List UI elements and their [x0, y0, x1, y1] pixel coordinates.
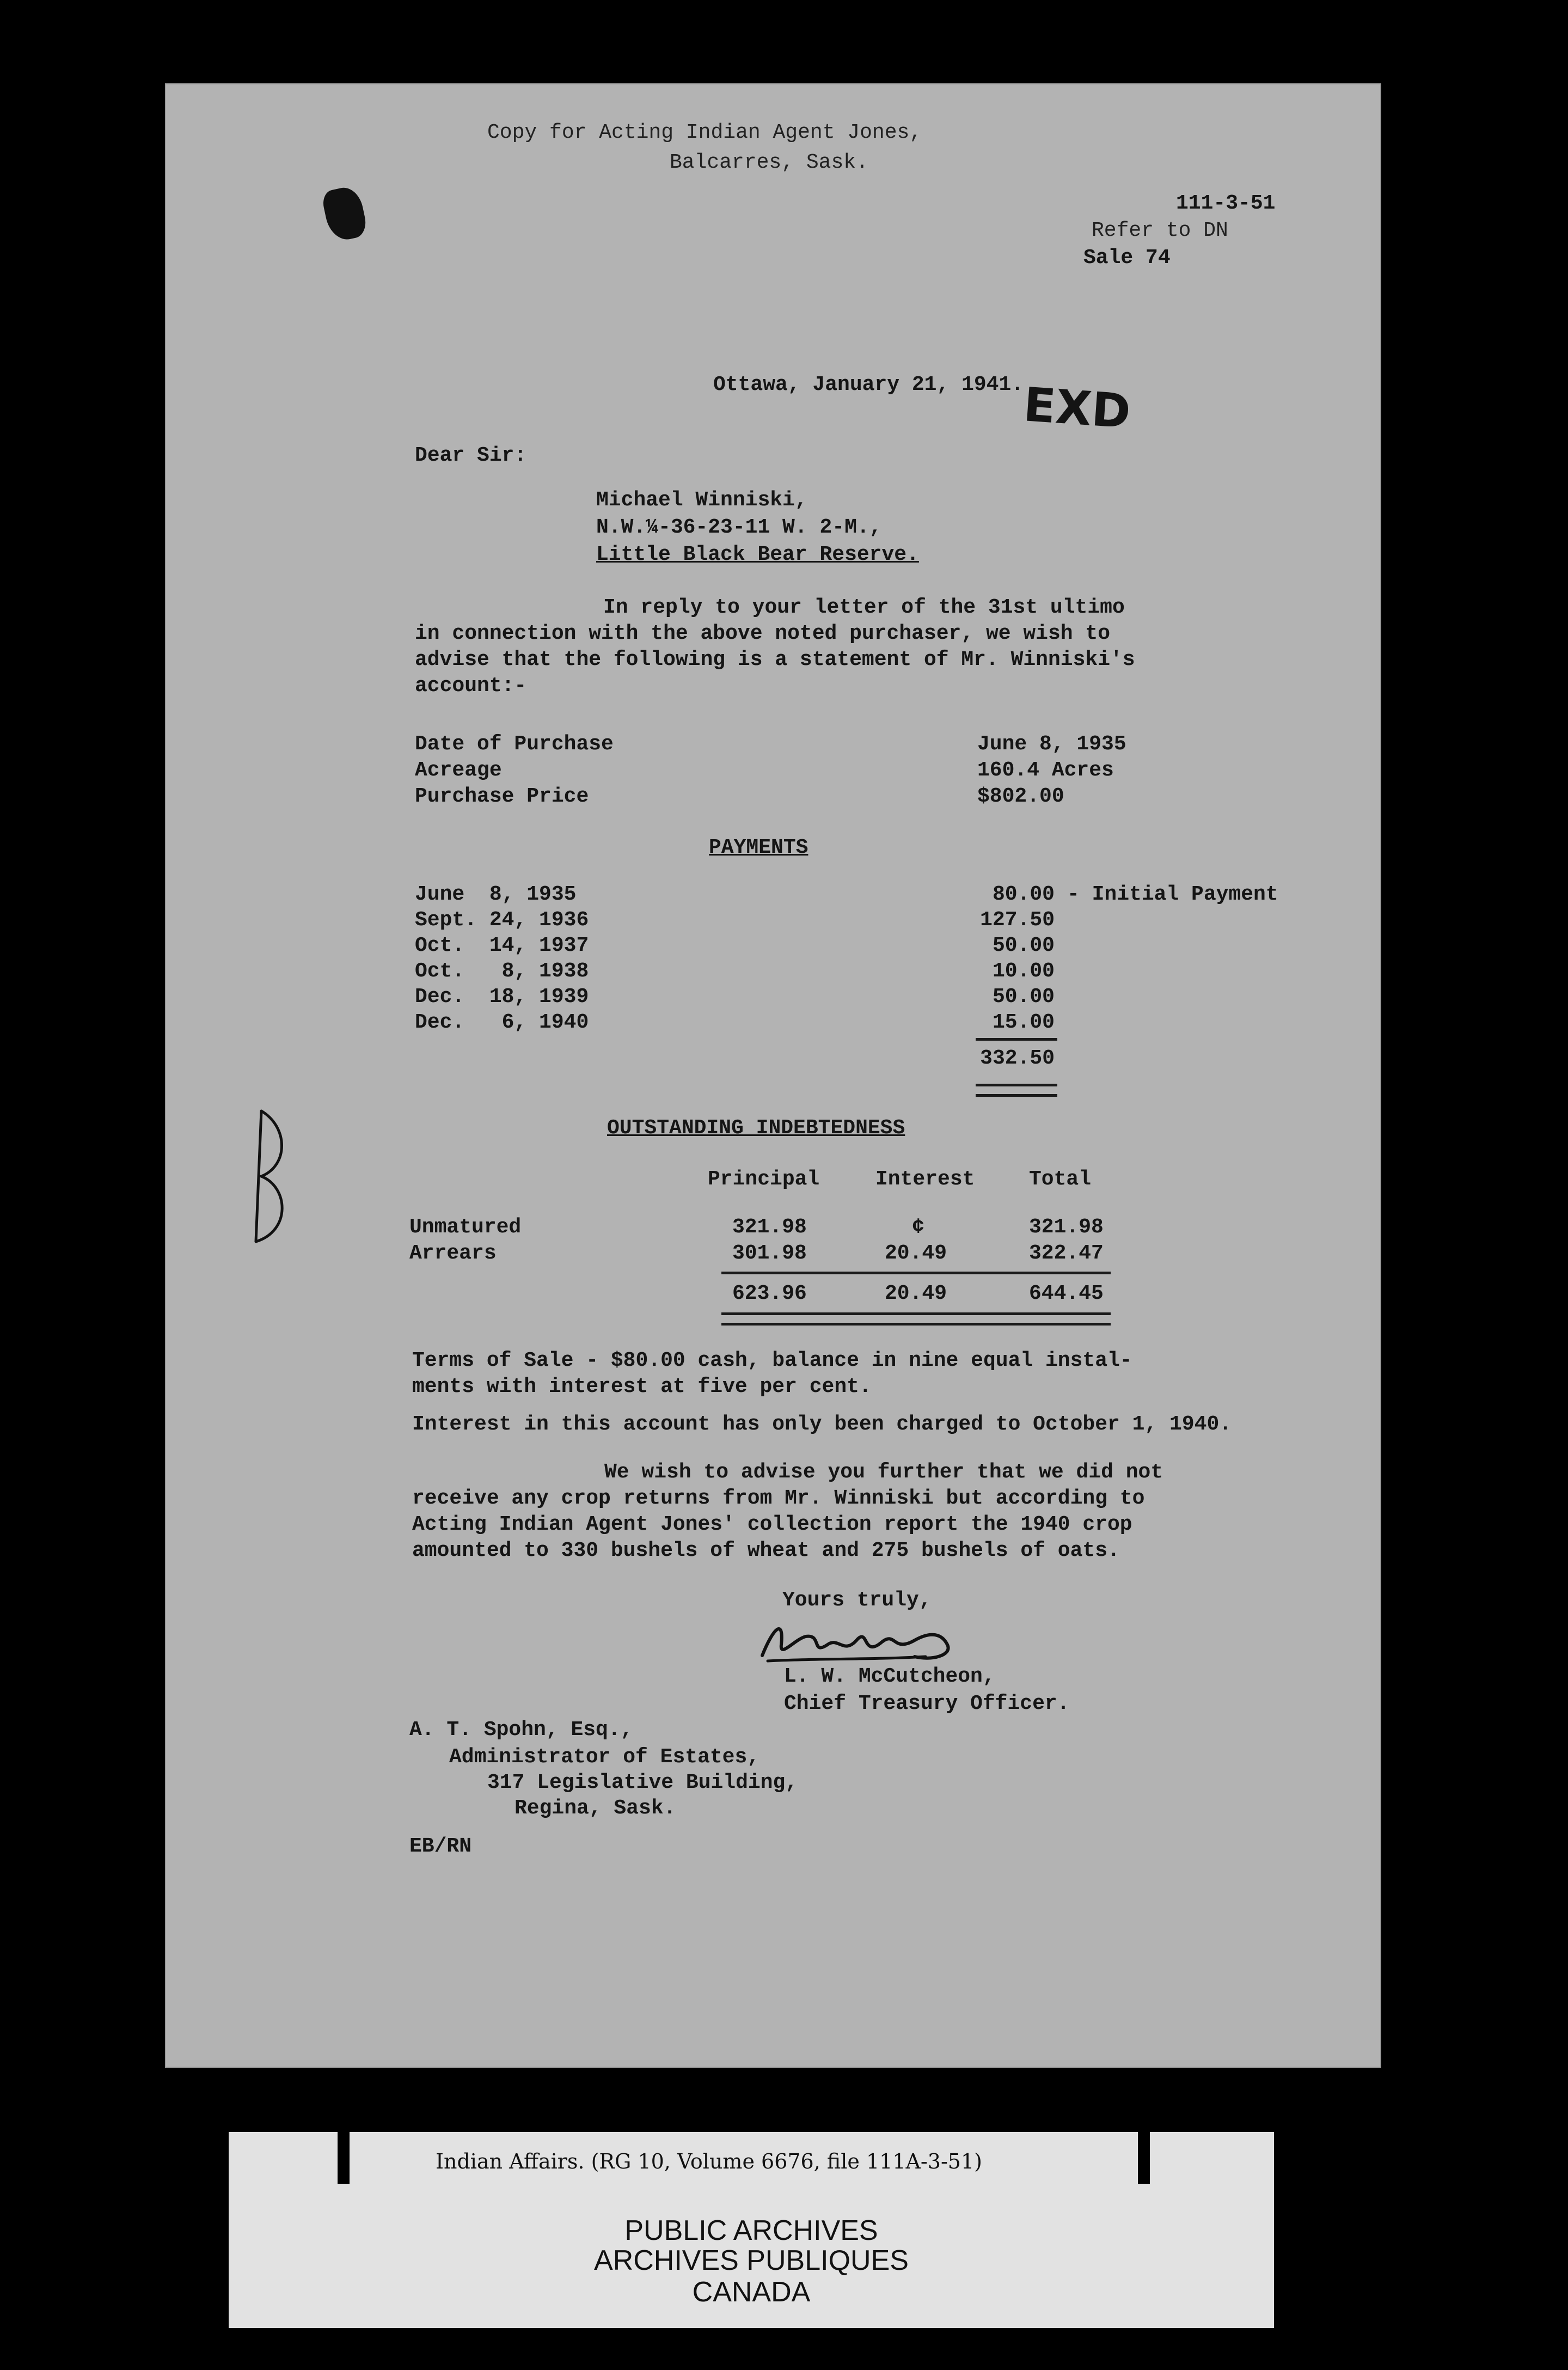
debt-principal: 301.98 [732, 1242, 807, 1265]
closing: Yours truly, [782, 1589, 932, 1612]
further-line-4: amounted to 330 bushels of wheat and 275 bushels of oats. [412, 1539, 1120, 1562]
debt-row [0, 1217, 1568, 1243]
further-line-3: Acting Indian Agent Jones' collection report the 1940 crop [412, 1513, 1132, 1536]
debt-total-interest: 20.49 [885, 1282, 947, 1305]
payment-amount: 50.00 [992, 985, 1055, 1009]
purchase-label: Purchase Price [415, 785, 589, 808]
payment-date: Oct. 8, 1938 [415, 960, 589, 983]
column-header-principal: Principal [708, 1168, 820, 1191]
payment-row [0, 936, 1568, 962]
payment-date: Dec. 6, 1940 [415, 1011, 589, 1034]
handwritten-signature [751, 1607, 996, 1672]
further-line-2: receive any crop returns from Mr. Winniski but according to [412, 1487, 1145, 1510]
margin-pencil-mark [245, 1105, 294, 1253]
payment-date: Dec. 18, 1939 [415, 985, 589, 1009]
payments-total: 332.50 [980, 1047, 1055, 1070]
debt-interest: 20.49 [885, 1242, 947, 1265]
debt-label: Unmatured [409, 1215, 522, 1239]
payment-amount: 50.00 [992, 934, 1055, 957]
intro-line-4: account:- [415, 674, 527, 698]
addressee-line-4: Regina, Sask. [514, 1797, 676, 1820]
debt-total-rule [721, 1312, 1111, 1326]
sale-number: Sale 74 [1083, 246, 1171, 270]
label-bar [338, 2132, 350, 2184]
debt-total: 322.47 [1029, 1242, 1104, 1265]
purchase-value: 160.4 Acres [977, 759, 1114, 782]
archive-label [229, 2132, 1274, 2328]
refer-to: Refer to DN [1092, 219, 1228, 242]
debt-label: Arrears [409, 1242, 497, 1265]
column-header-total: Total [1029, 1168, 1092, 1191]
archive-line-1: PUBLIC ARCHIVES [624, 2215, 878, 2246]
payments-heading: PAYMENTS [709, 836, 808, 859]
file-number: 111-3-51 [1176, 192, 1276, 215]
copy-line-2: Balcarres, Sask. [670, 151, 868, 174]
addressee-line-2: Administrator of Estates, [449, 1745, 760, 1769]
exd-stamp: EXD [1021, 377, 1132, 439]
intro-line-1: In reply to your letter of the 31st ultimo [603, 596, 1125, 619]
intro-line-2: in connection with the above noted purchaser, we wish to [415, 622, 1111, 645]
purchase-label: Date of Purchase [415, 732, 614, 756]
payment-row [0, 987, 1568, 1013]
interest-note: Interest in this account has only been charged to October 1, 1940. [412, 1413, 1232, 1436]
re-name: Michael Winniski, [596, 488, 807, 512]
intro-line-3: advise that the following is a statement of Mr. Winniski's [415, 648, 1135, 671]
payment-amount: 127.50 [980, 908, 1055, 932]
copy-line-1: Copy for Acting Indian Agent Jones, [487, 121, 922, 144]
place-date: Ottawa, January 21, 1941. [713, 373, 1024, 396]
terms-line-1: Terms of Sale - $80.00 cash, balance in nine equal instal- [412, 1349, 1132, 1372]
addressee-line-1: A. T. Spohn, Esq., [409, 1718, 633, 1742]
label-bar [1138, 2132, 1150, 2184]
payment-amount: 80.00 [992, 883, 1055, 906]
payment-amount: 15.00 [992, 1011, 1055, 1034]
signer-name: L. W. McCutcheon, [784, 1665, 995, 1688]
purchase-label: Acreage [415, 759, 502, 782]
column-header-interest: Interest [875, 1168, 975, 1191]
archive-line-2: ARCHIVES PUBLIQUES [594, 2245, 909, 2276]
typist-initials: EB/RN [409, 1835, 472, 1858]
debt-row [0, 1243, 1568, 1269]
debt-total-principal: 623.96 [732, 1282, 807, 1305]
purchase-value: $802.00 [977, 785, 1064, 808]
purchase-value: June 8, 1935 [977, 732, 1126, 756]
debt-interest: ¢ [912, 1215, 924, 1239]
payment-amount: 10.00 [992, 960, 1055, 983]
re-reserve: Little Black Bear Reserve. [596, 543, 919, 566]
debt-principal: 321.98 [732, 1215, 807, 1239]
signer-title: Chief Treasury Officer. [784, 1692, 1070, 1715]
archive-reference: Indian Affairs. (RG 10, Volume 6676, file 111A-3-51) [436, 2149, 982, 2173]
addressee-line-3: 317 Legislative Building, [487, 1771, 798, 1794]
payment-row [0, 884, 1568, 911]
salutation: Dear Sir: [415, 444, 527, 467]
debt-total-total: 644.45 [1029, 1282, 1104, 1305]
payments-rule [976, 1038, 1057, 1041]
payments-total-rule [976, 1084, 1057, 1097]
payment-date: June 8, 1935 [415, 883, 577, 906]
payment-date: Sept. 24, 1936 [415, 908, 589, 932]
payment-row [0, 961, 1568, 987]
archive-line-3: CANADA [692, 2276, 811, 2308]
payment-note: - Initial Payment [1067, 883, 1278, 906]
further-line-1: We wish to advise you further that we did not [604, 1461, 1163, 1484]
payment-date: Oct. 14, 1937 [415, 934, 589, 957]
payment-row [0, 1012, 1568, 1039]
re-land: N.W.¼-36-23-11 W. 2-M., [596, 516, 882, 539]
debt-rule [721, 1272, 1111, 1274]
terms-line-2: ments with interest at five per cent. [412, 1375, 872, 1398]
debt-total: 321.98 [1029, 1215, 1104, 1239]
debt-heading: OUTSTANDING INDEBTEDNESS [607, 1116, 905, 1140]
payment-row [0, 910, 1568, 936]
